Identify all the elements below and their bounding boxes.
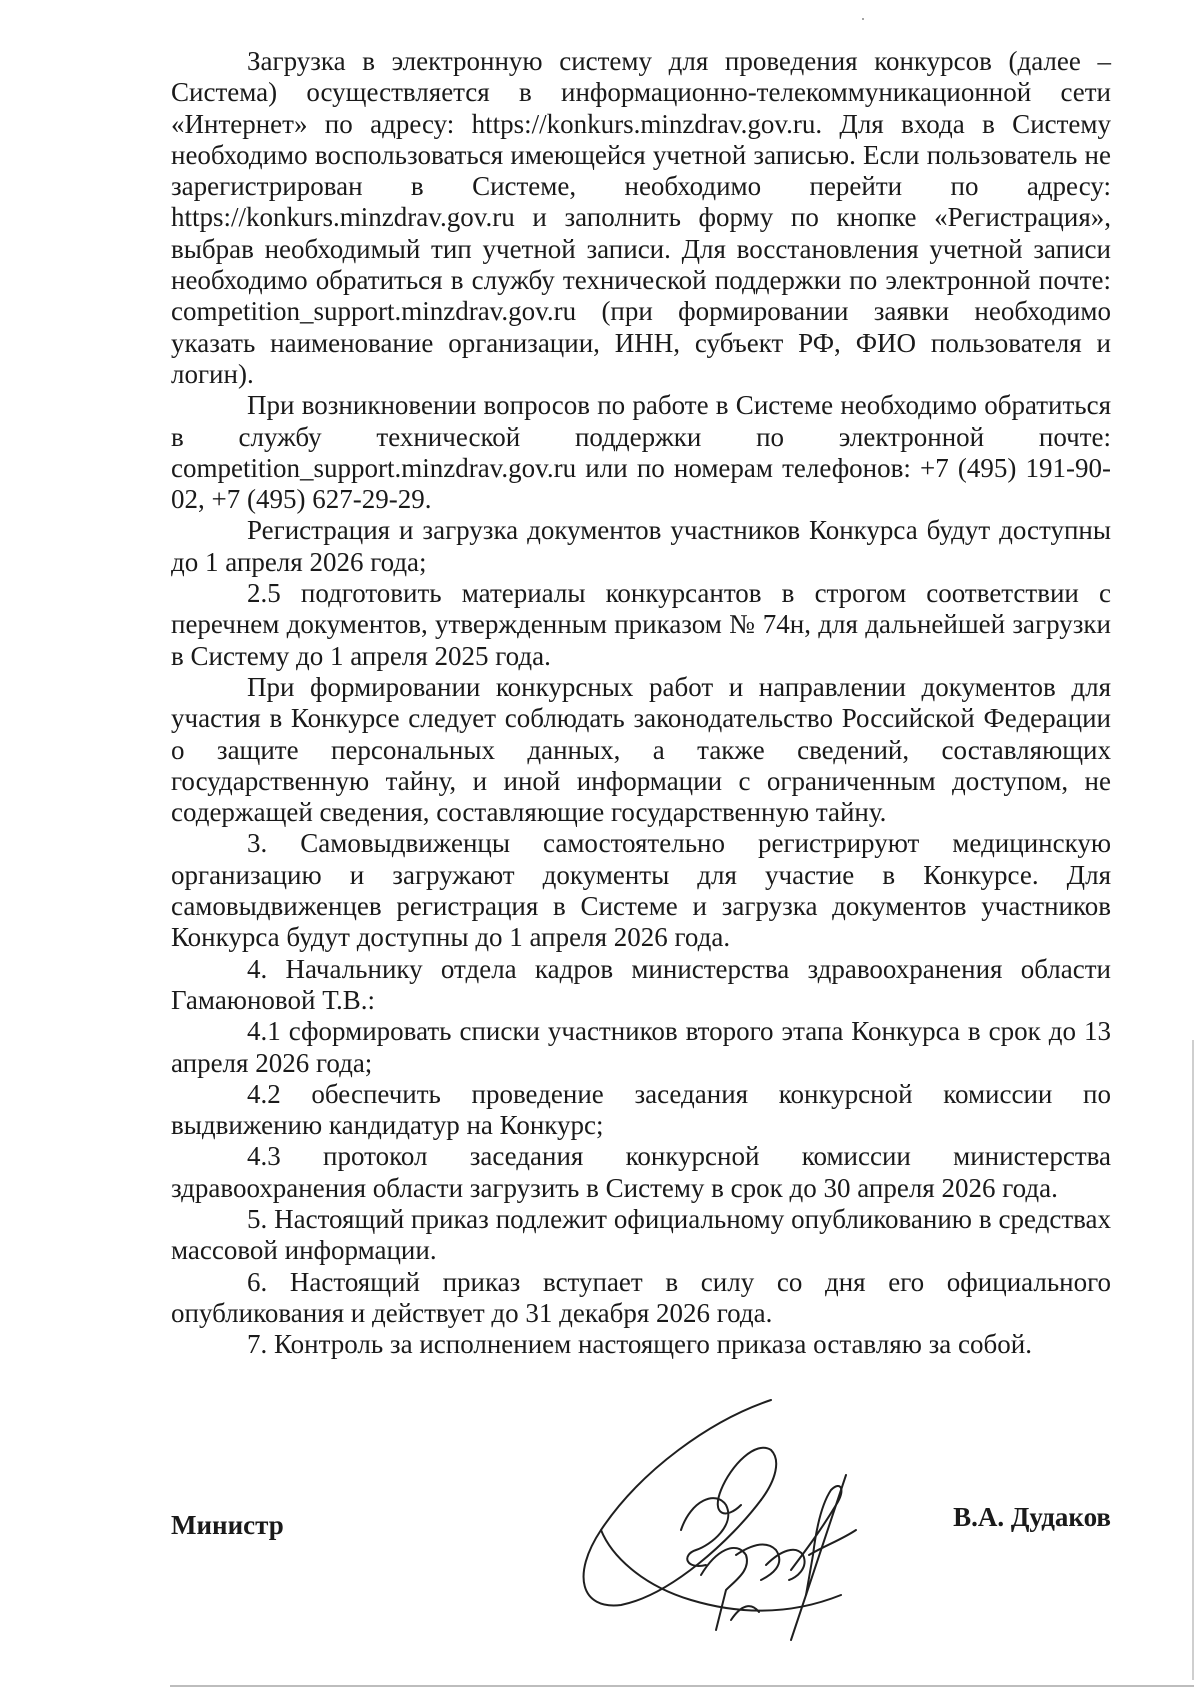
signatory-name: В.А. Дудаков xyxy=(953,1502,1111,1532)
paragraph-support-contacts: При возникновении вопросов по работе в Системе необходимо обратиться в службу технической поддержки по электронной почте: competition_support.minzdrav.gov.ru или по номерам телефонов: +7 (495) 191-90-02, +7 (495) 627-29-29. xyxy=(171,390,1111,515)
paragraph-item-6: 6. Настоящий приказ вступает в силу со дня его официального опубликования и действует до 31 декабря 2026 года. xyxy=(171,1266,1111,1328)
paragraph-personal-data: При формировании конкурсных работ и направлении документов для участия в Конкурсе следует соблюдать законодательство Российской Федерации о защите персональных данных, а также сведений, составляющих государственную тайну, и иной информации с ограниченным доступом, не содержащей сведения, составляющие государственную тайну. xyxy=(171,671,1111,828)
paragraph-item-4-3: 4.3 протокол заседания конкурсной комиссии министерства здравоохранения области загрузить в Систему в срок до 30 апреля 2026 года. xyxy=(171,1141,1111,1203)
scan-speck xyxy=(862,18,864,20)
handwritten-signature xyxy=(541,1380,901,1650)
scan-edge-bottom xyxy=(170,1685,1194,1687)
signature-block xyxy=(171,1440,1111,1660)
paragraph-item-4-2: 4.2 обеспечить проведение заседания конкурсной комиссии по выдвижению кандидатур на Конкурс; xyxy=(171,1078,1111,1141)
paragraph-system-upload: Загрузка в электронную систему для проведения конкурсов (далее – Система) осуществляется в информационно-телекоммуникационной сети «Интернет» по адресу: https://konkurs.minzdrav.gov.ru. Для входа в Систему необходимо воспользоваться имеющейся учетной записью. Если пользователь не зарегистрирован в Системе, необходимо перейти по адресу: https://konkurs.minzdrav.gov.ru и заполнить форму по кнопке «Регистрация», выбрав необходимый тип учетной записи. Для восстановления учетной записи необходимо обратиться в службу технической поддержки по электронной почте: competition_support.minzdrav.gov.ru (при формировании заявки необходимо указать наименование организации, ИНН, субъект РФ, ФИО пользователя и логин). xyxy=(171,46,1111,389)
paragraph-item-4: 4. Начальнику отдела кадров министерства здравоохранения области Гамаюновой Т.В.: xyxy=(171,953,1111,1015)
paragraph-registration-deadline: Регистрация и загрузка документов участников Конкурса будут доступны до 1 апреля 2026 года; xyxy=(171,515,1111,577)
signatory-title: Министр xyxy=(171,1510,284,1540)
document-body xyxy=(171,46,1111,1360)
paragraph-item-4-1: 4.1 сформировать списки участников второго этапа Конкурса в срок до 13 апреля 2026 года; xyxy=(171,1016,1111,1078)
paragraph-item-3: 3. Самовыдвиженцы самостоятельно регистрируют медицинскую организацию и загружают документы для участие в Конкурсе. Для самовыдвиженцев регистрация в Системе и загрузка документов участников Конкурса будут доступны до 1 апреля 2026 года. xyxy=(171,828,1111,953)
paragraph-item-7: 7. Контроль за исполнением настоящего приказа оставляю за собой. xyxy=(247,1329,1032,1360)
scan-edge-right xyxy=(1192,1040,1194,1680)
paragraph-item-2-5: 2.5 подготовить материалы конкурсантов в строгом соответствии с перечнем документов, утвержденным приказом № 74н, для дальнейшей загрузки в Систему до 1 апреля 2025 года. xyxy=(171,578,1111,671)
paragraph-item-5: 5. Настоящий приказ подлежит официальному опубликованию в средствах массовой информации. xyxy=(171,1203,1111,1266)
